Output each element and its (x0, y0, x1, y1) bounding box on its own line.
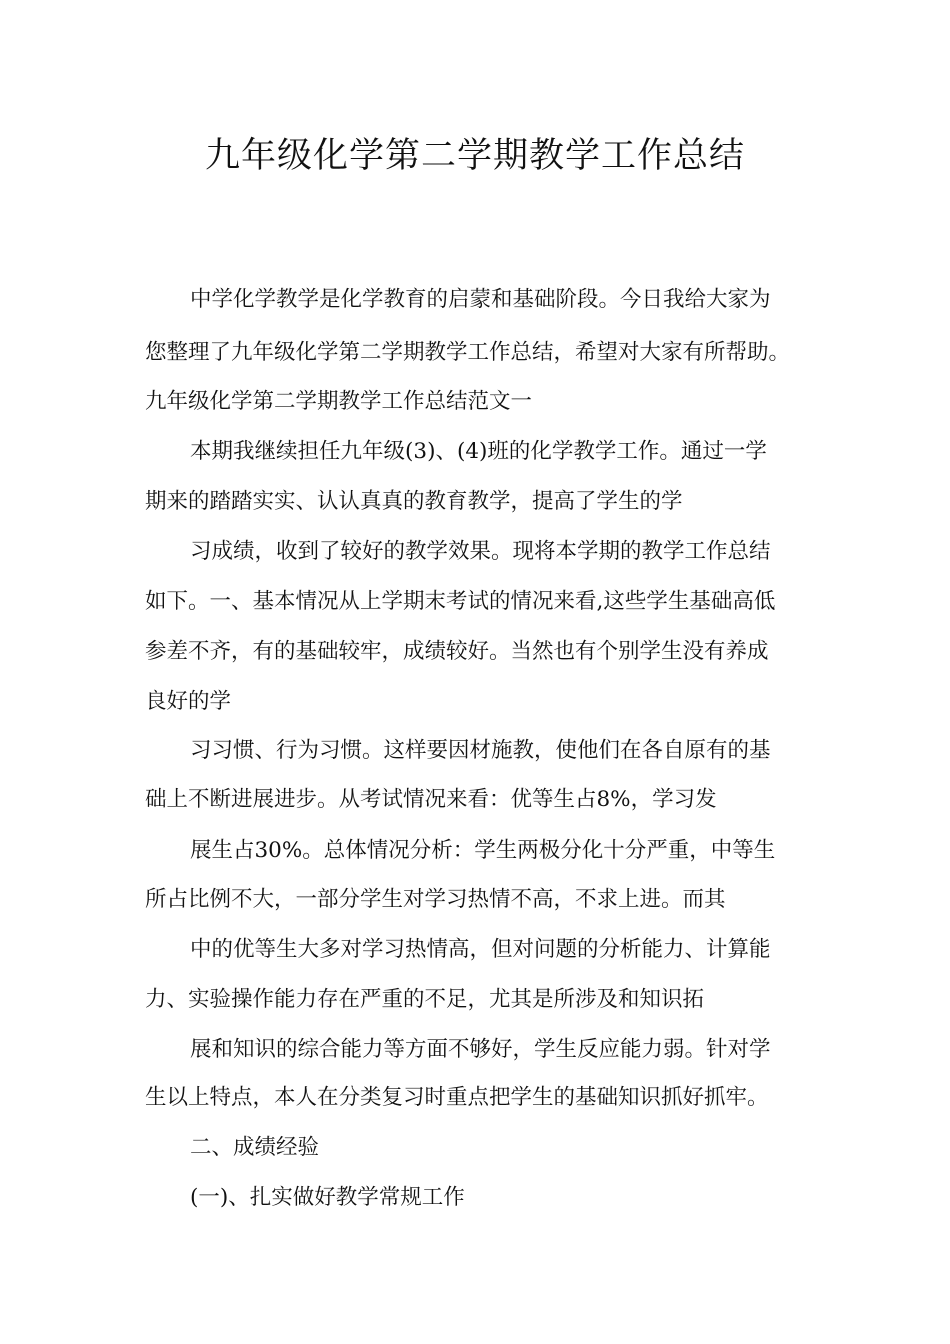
subsection-heading: (一)、扎实做好教学常规工作 (190, 1185, 465, 1210)
paragraph-line: 中的优等生大多对学习热情高，但对问题的分析能力、计算能 (190, 937, 771, 962)
paragraph-line: 良好的学 (145, 689, 232, 714)
paragraph-line: 您整理了九年级化学第二学期教学工作总结，希望对大家有所帮助。 (145, 340, 791, 365)
paragraph-line: 所占比例不大，一部分学生对学习热情不高，不求上进。而其 (145, 887, 726, 912)
paragraph-line: 展和知识的综合能力等方面不够好，学生反应能力弱。针对学 (190, 1037, 771, 1062)
paragraph-line: 中学化学教学是化学教育的启蒙和基础阶段。今日我给大家为 (190, 287, 771, 312)
document-title: 九年级化学第二学期教学工作总结 (204, 136, 745, 176)
paragraph-line: 力、实验操作能力存在严重的不足，尤其是所涉及和知识拓 (145, 987, 705, 1012)
paragraph-line: 期来的踏踏实实、认认真真的教育教学，提高了学生的学 (145, 489, 683, 514)
paragraph-line: 九年级化学第二学期教学工作总结范文一 (145, 389, 533, 414)
section-heading: 二、成绩经验 (190, 1135, 320, 1160)
paragraph-line: 础上不断进展进步。从考试情况来看：优等生占8%，学习发 (145, 787, 717, 812)
paragraph-line: 生以上特点，本人在分类复习时重点把学生的基础知识抓好抓牢。 (145, 1085, 769, 1110)
paragraph-line: 如下。一、基本情况从上学期末考试的情况来看,这些学生基础高低 (145, 589, 776, 614)
paragraph-line: 习成绩，收到了较好的教学效果。现将本学期的教学工作总结 (190, 539, 771, 564)
paragraph-line: 本期我继续担任九年级(3)、(4)班的化学教学工作。通过一学 (190, 439, 767, 464)
paragraph-line: 展生占30%。总体情况分析：学生两极分化十分严重，中等生 (190, 838, 776, 863)
paragraph-line: 习习惯、行为习惯。这样要因材施教，使他们在各自原有的基 (190, 738, 771, 763)
paragraph-line: 参差不齐，有的基础较牢，成绩较好。当然也有个别学生没有养成 (145, 639, 769, 664)
